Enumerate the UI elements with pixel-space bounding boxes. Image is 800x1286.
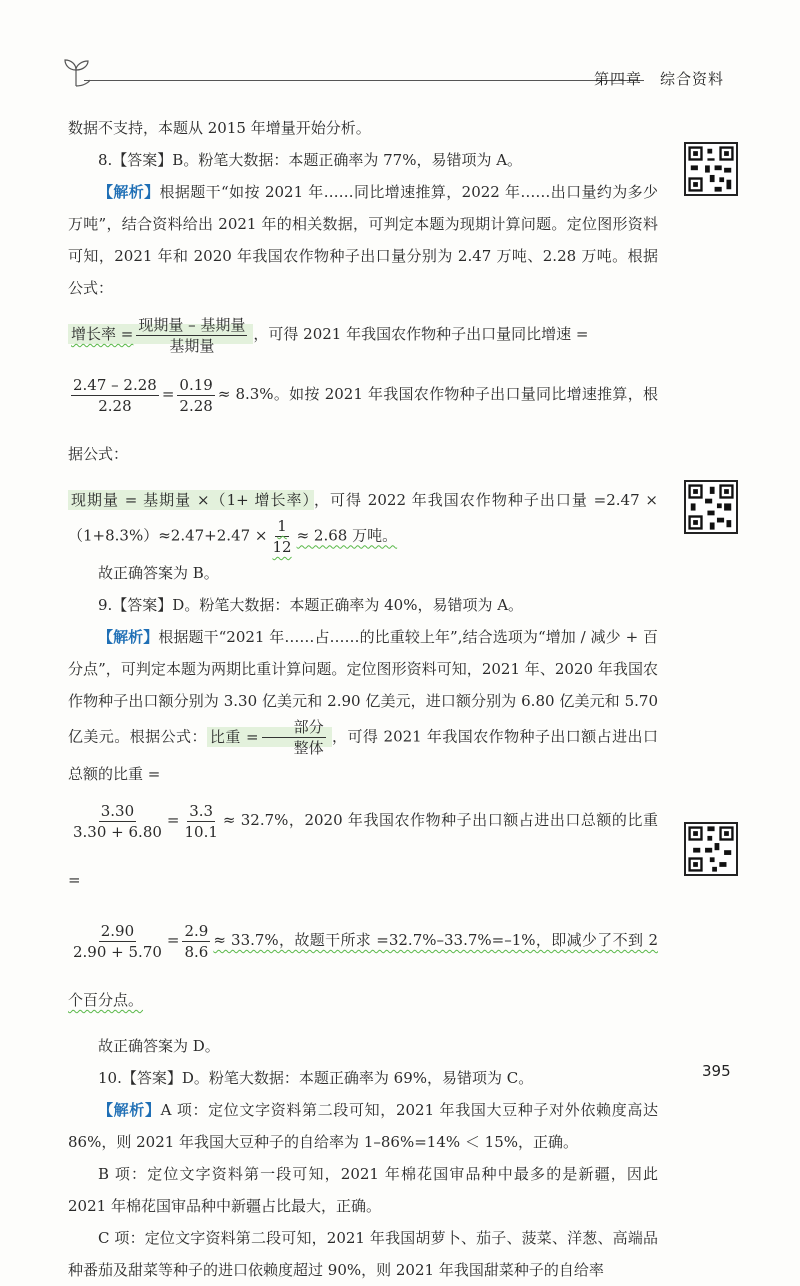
fraction — [71, 921, 164, 962]
qr-code-icon[interactable] — [684, 142, 738, 196]
fraction — [136, 315, 247, 356]
q8-conclusion: 故正确答案为 B。 — [98, 564, 219, 582]
numerator: 2.90 — [100, 921, 135, 940]
numerator: 1 — [277, 517, 287, 535]
page-body — [68, 112, 658, 1286]
growth-rate-formula — [68, 315, 253, 355]
q8-text-3: ≈ 8.3%。如按 2021 年我国农作物种子出口量同比增速推算，根据公式： — [68, 385, 658, 463]
denominator: 整体 — [293, 739, 324, 757]
page-number: 395 — [702, 1062, 731, 1080]
denominator: 2.28 — [98, 396, 132, 415]
header-rule — [84, 80, 644, 81]
numerator: 3.30 — [100, 801, 135, 820]
formula-label: 增长率 = — [71, 325, 134, 343]
sprout-icon — [62, 56, 92, 90]
q9-analysis — [68, 621, 658, 790]
q8-formula-line — [68, 304, 658, 364]
denominator: 2.28 — [179, 396, 213, 415]
qr-code-icon[interactable] — [684, 822, 738, 876]
chapter-number: 第四章 — [594, 70, 643, 88]
numerator: 2.47 – 2.28 — [73, 375, 157, 394]
q8-formula-line-2 — [68, 484, 658, 557]
denominator: 2.90 + 5.70 — [73, 942, 162, 961]
q8-text-5: ≈ 2.68 万吨。 — [296, 526, 398, 545]
qr-code-icon[interactable] — [684, 480, 738, 534]
text-line: 数据不支持，本题从 2015 年增量开始分析。 — [68, 119, 371, 137]
q9-calc-line-1 — [68, 790, 658, 910]
q8-analysis — [68, 176, 658, 304]
q10-option-a: A 项：定位文字资料第二段可知，2021 年我国大豆种子对外依赖度高达 86%，则 2021 年我国大豆种子的自给率为 1–86%=14% ＜ 15%，正确。 — [68, 1101, 658, 1151]
fraction — [271, 516, 294, 557]
section-title: 综合资料 — [660, 70, 725, 88]
analysis-tag: 【解析】 — [98, 183, 160, 201]
formula-label: 比重 = — [209, 727, 259, 746]
fraction — [262, 717, 326, 758]
denominator: 基期量 — [169, 336, 215, 355]
numerator: 2.9 — [184, 921, 209, 940]
q8-text-1: 根据题干“如按 2021 年……同比增速推算，2022 年……出口量约为多少万吨”，结合资料给出 2021 年的相关数据，可判定本题为现期计算问题。定位图形资料可知，2021 年和 2020 年我国农作物种子出口量分别为 2.47 万吨、2.28 万吨。根据公式： — [68, 183, 658, 297]
numerator: 现期量 – 基期量 — [138, 315, 246, 334]
numerator: 0.19 — [179, 375, 213, 394]
current-value-formula: 现期量 = 基期量 ×（1+ 增长率） — [68, 490, 314, 510]
denominator: 8.6 — [184, 942, 209, 961]
denominator: 12 — [272, 538, 292, 556]
fraction — [177, 375, 214, 416]
fraction — [182, 921, 210, 962]
proportion-formula — [207, 718, 332, 757]
numerator: 3.3 — [189, 801, 214, 820]
q9-conclusion: 故正确答案为 D。 — [98, 1037, 220, 1055]
page-header — [56, 56, 746, 96]
equals-sign: = — [166, 931, 180, 949]
equals-sign: = — [161, 385, 175, 403]
q9-text-1: 根据题干“2021 年……占……的比重较上年”,结合选项为“增加 / 减少 + 百分点”，可判定本题为两期比重计算问题。定位图形资料可知，2021 年、2020 年我国农作物种子出口额分别为 3.30 亿美元和 2.90 亿美元，进口额分别为 6.80 亿美元和 5.70 亿美元。根据公式： — [68, 628, 658, 746]
fraction — [71, 375, 159, 416]
analysis-tag: 【解析】 — [98, 1101, 161, 1119]
numerator: 部分 — [262, 717, 326, 738]
q9-text-3: ≈ 32.7%，2020 年我国农作物种子出口额占进出口总额的比重 = — [68, 811, 658, 889]
denominator: 10.1 — [184, 822, 218, 841]
q9-calc-line-2 — [68, 910, 658, 1030]
q10-option-b: B 项：定位文字资料第一段可知，2021 年棉花国审品种中最多的是新疆，因此 2021 年棉花国审品种中新疆占比最大，正确。 — [68, 1165, 658, 1215]
q9-answer: 9.【答案】D。粉笔大数据：本题正确率为 40%，易错项为 A。 — [98, 596, 524, 614]
q9-text-4: ≈ 33.7%，故题干所求 =32.7%–33.7%=–1%，即减少了不到 2 个百分点。 — [68, 931, 658, 1009]
equals-sign: = — [166, 811, 180, 829]
q8-text-4: ，可得 2022 年我国农作物种子出口量 =2.47 ×（1+8.3%）≈2.47+2.47 × — [68, 491, 658, 545]
q8-answer: 8.【答案】B。粉笔大数据：本题正确率为 77%，易错项为 A。 — [98, 151, 523, 169]
q8-calc-line — [68, 364, 658, 484]
chapter-title — [594, 68, 724, 89]
fraction — [182, 801, 219, 842]
q9-text-2: ，可得 2021 年我国农作物种子出口额占进出口总额的比重 = — [68, 727, 658, 783]
denominator: 3.30 + 6.80 — [73, 822, 162, 841]
fraction — [71, 801, 164, 842]
q8-text-2: ，可得 2021 年我国农作物种子出口量同比增速 = — [253, 325, 589, 343]
q10-option-c: C 项：定位文字资料第二段可知，2021 年我国胡萝卜、茄子、菠菜、洋葱、高端品种番茄及甜菜等种子的进口依赖度超过 90%，则 2021 年我国甜菜种子的自给率 — [68, 1229, 658, 1279]
analysis-tag: 【解析】 — [98, 628, 159, 646]
q10-analysis-a — [68, 1094, 658, 1158]
q10-answer: 10.【答案】D。粉笔大数据：本题正确率为 69%，易错项为 C。 — [98, 1069, 534, 1087]
